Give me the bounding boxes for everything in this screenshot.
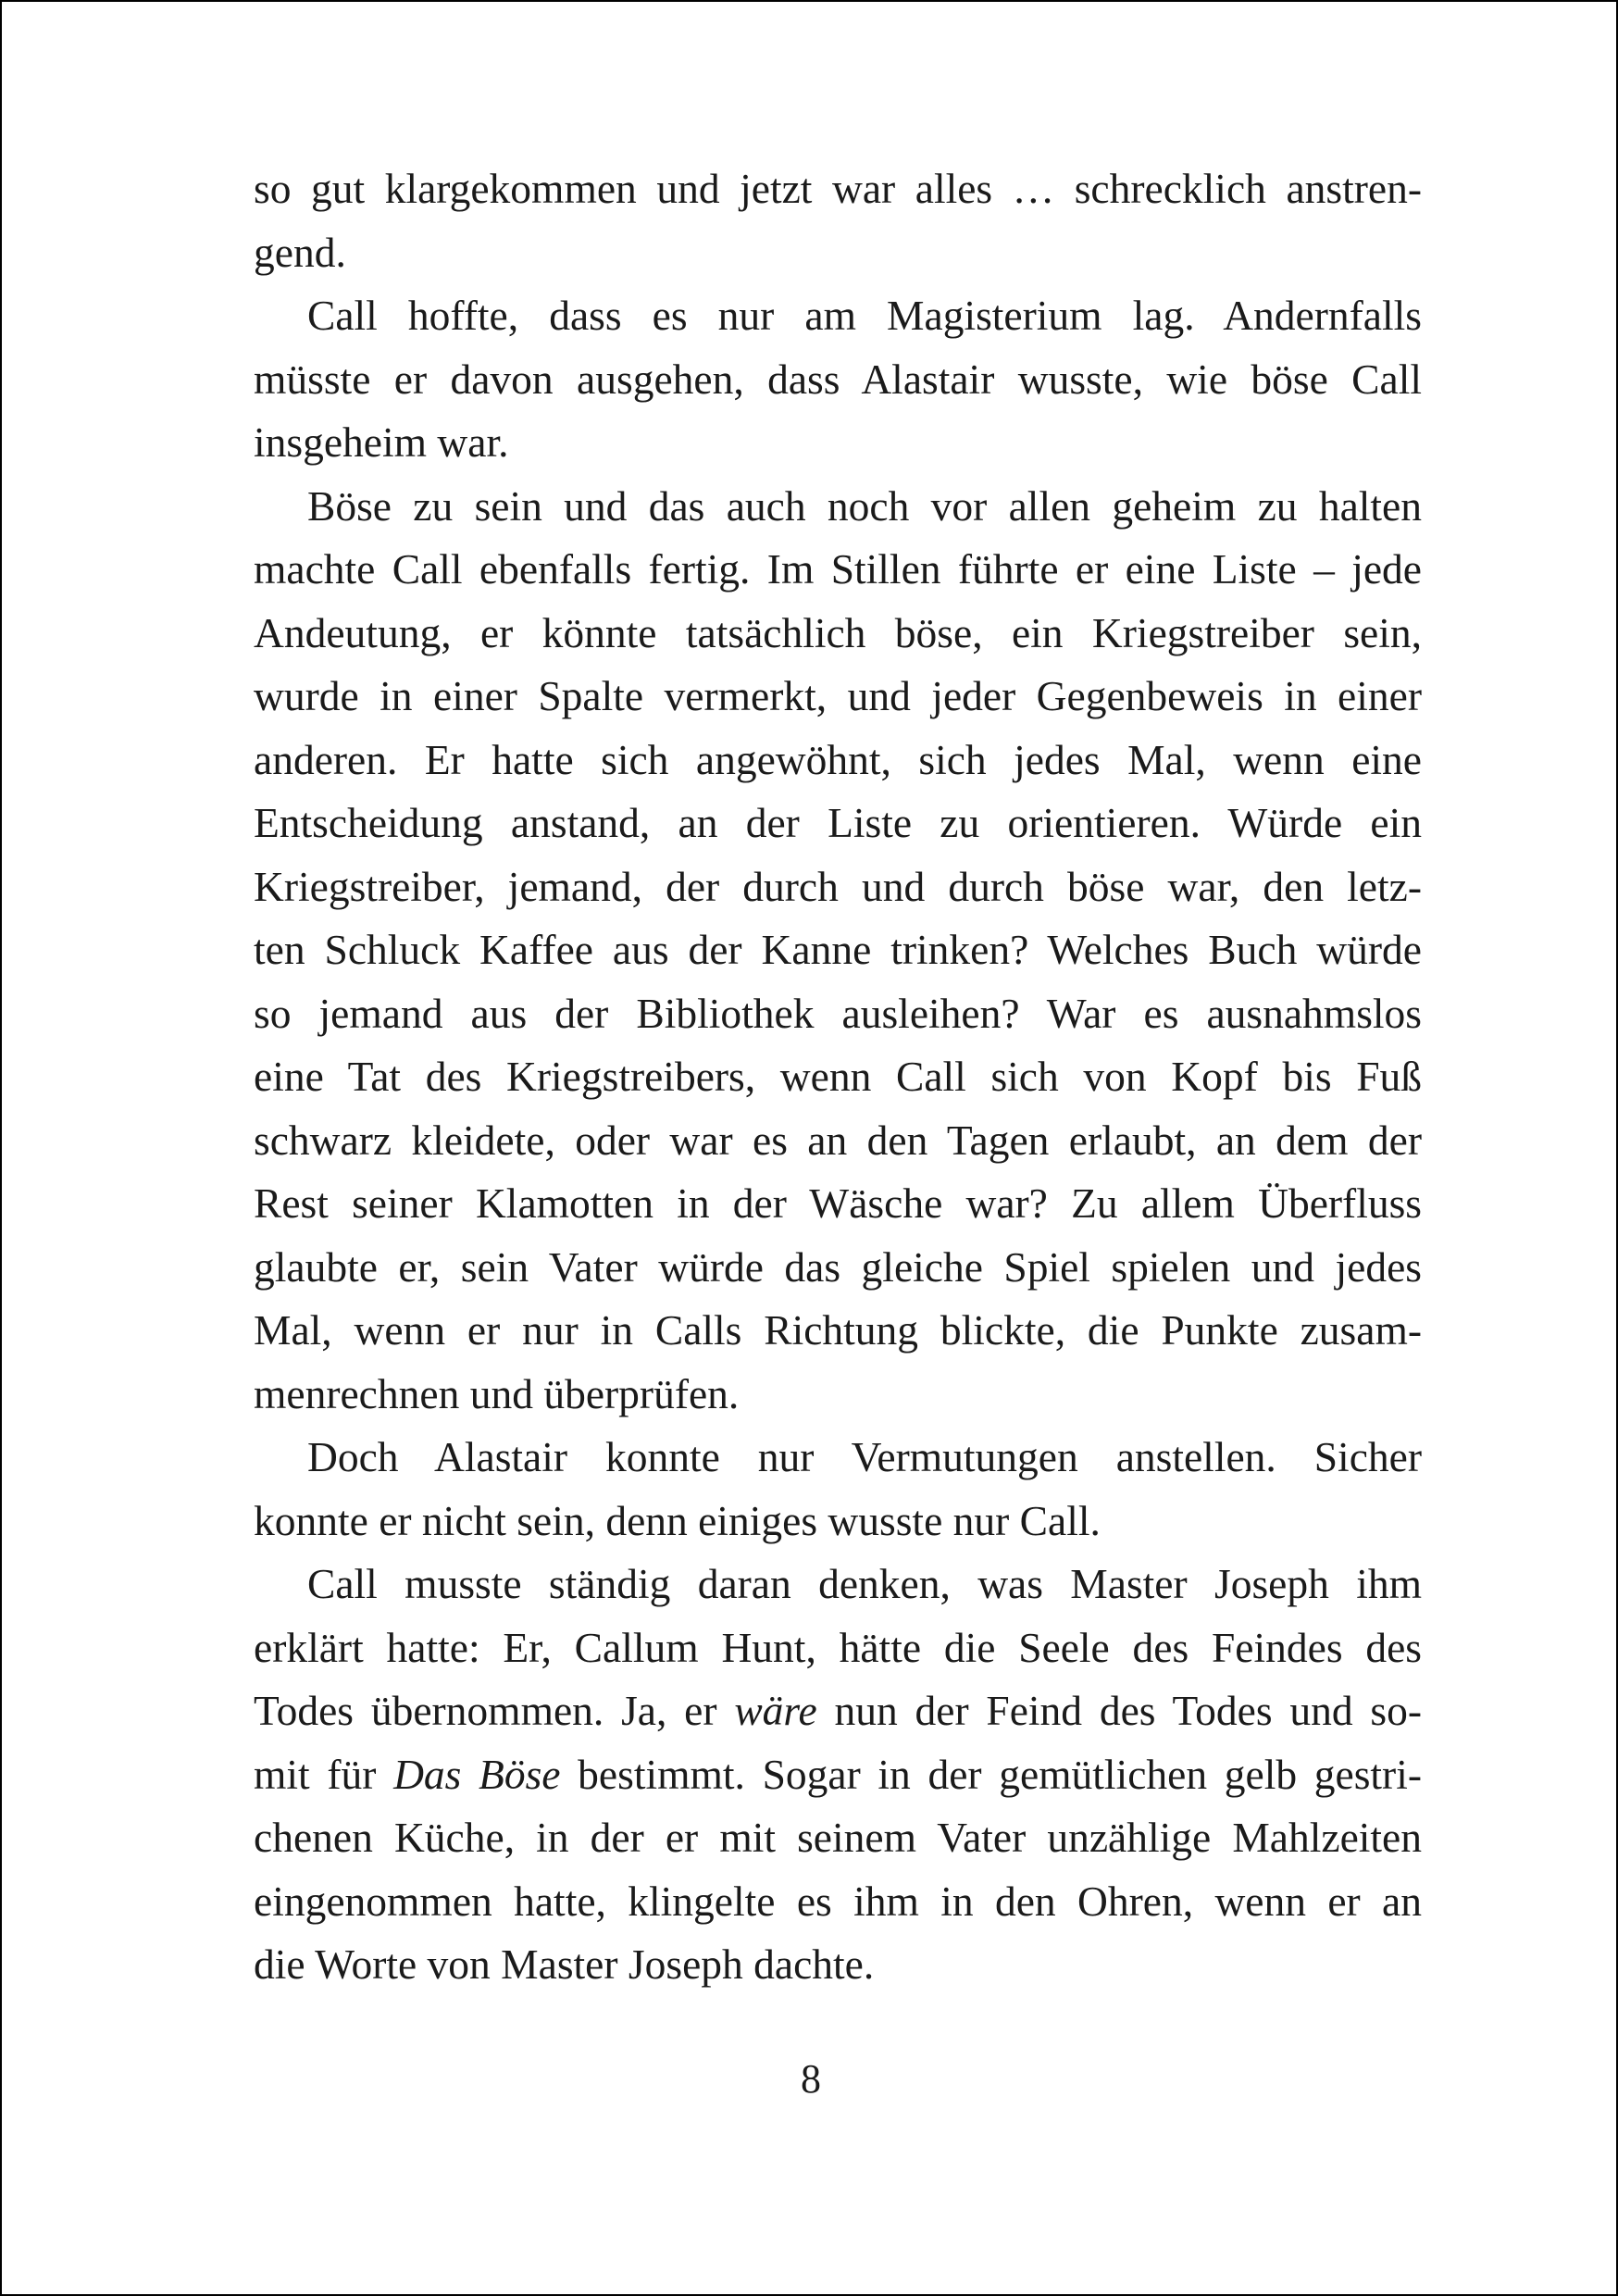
text-line: die Worte von Master Joseph dachte. [254,1940,875,1988]
text-line: so gut klargekommen und jetzt war alles … schrecklich anstren- [254,165,1422,212]
text-line: Kriegstreiber, jemand, der durch und durch böse war, den letz- [254,862,1422,910]
text-line: konnte er nicht sein, denn einiges wusste nur Call. [254,1496,1101,1544]
emphasis-text: wäre [734,1687,817,1734]
text-fragment: Todes übernommen. Ja, er [254,1687,735,1734]
text-line: Andeutung, er könnte tatsächlich böse, ein Kriegstreiber sein, [254,608,1422,656]
page-number: 8 [801,2056,821,2102]
text-line: eine Tat des Kriegstreibers, wenn Call sich von Kopf bis Fuß [254,1053,1422,1100]
text-line: gend. [254,228,346,276]
text-line: anderen. Er hatte sich angewöhnt, sich jedes Mal, wenn eine [254,735,1422,783]
text-line: Doch Alastair konnte nur Vermutungen anstellen. Sicher [307,1433,1422,1480]
text-line: menrechnen und überprüfen. [254,1369,740,1417]
text-line: machte Call ebenfalls fertig. Im Stillen führte er eine Liste – jede [254,545,1422,593]
text-line: glaubte er, sein Vater würde das gleiche Spiel spielen und jedes [254,1242,1422,1291]
text-line: Böse zu sein und das auch noch vor allen geheim zu halten [307,481,1422,530]
text-line: insgeheim war. [254,418,509,466]
text-line: müsste er davon ausgehen, dass Alastair wusste, wie böse Call [254,355,1422,403]
text-fragment: nun der Feind des Todes und so- [834,1687,1422,1734]
emphasis-text: Das Böse [393,1750,561,1798]
text-line: wurde in einer Spalte vermerkt, und jeder Gegenbeweis in einer [254,672,1422,719]
text-line [254,1679,1422,1743]
text-line: Rest seiner Klamotten in der Wäsche war? Zu allem Überfluss [254,1179,1422,1227]
text-fragment: mit für [254,1750,394,1798]
text-line [254,1743,1422,1807]
text-line: Call musste ständig daran denken, was Master Joseph ihm [307,1560,1422,1607]
text-line: chenen Küche, in der er mit seinem Vater unzählige Mahlzeiten [254,1814,1422,1861]
text-line: schwarz kleidete, oder war es an den Tagen erlaubt, an dem der [254,1116,1422,1164]
text-line: Mal, wenn er nur in Calls Richtung blickte, die Punkte zusam- [254,1306,1422,1354]
text-line: Entscheidung anstand, an der Liste zu orientieren. Würde ein [254,799,1422,846]
text-line: erklärt hatte: Er, Callum Hunt, hätte die Seele des Feindes des [254,1623,1422,1671]
text-line: so jemand aus der Bibliothek ausleihen? War es ausnahmslos [254,989,1422,1037]
text-line: ten Schluck Kaffee aus der Kanne trinken? Welches Buch würde [254,926,1422,973]
text-line: eingenommen hatte, klingelte es ihm in den Ohren, wenn er an [254,1877,1422,1925]
text-line: Call hoffte, dass es nur am Magisterium lag. Andernfalls [307,292,1422,339]
body-text [254,157,1422,1997]
text-fragment: bestimmt. Sogar in der gemütlichen gelb gestri- [578,1750,1422,1798]
